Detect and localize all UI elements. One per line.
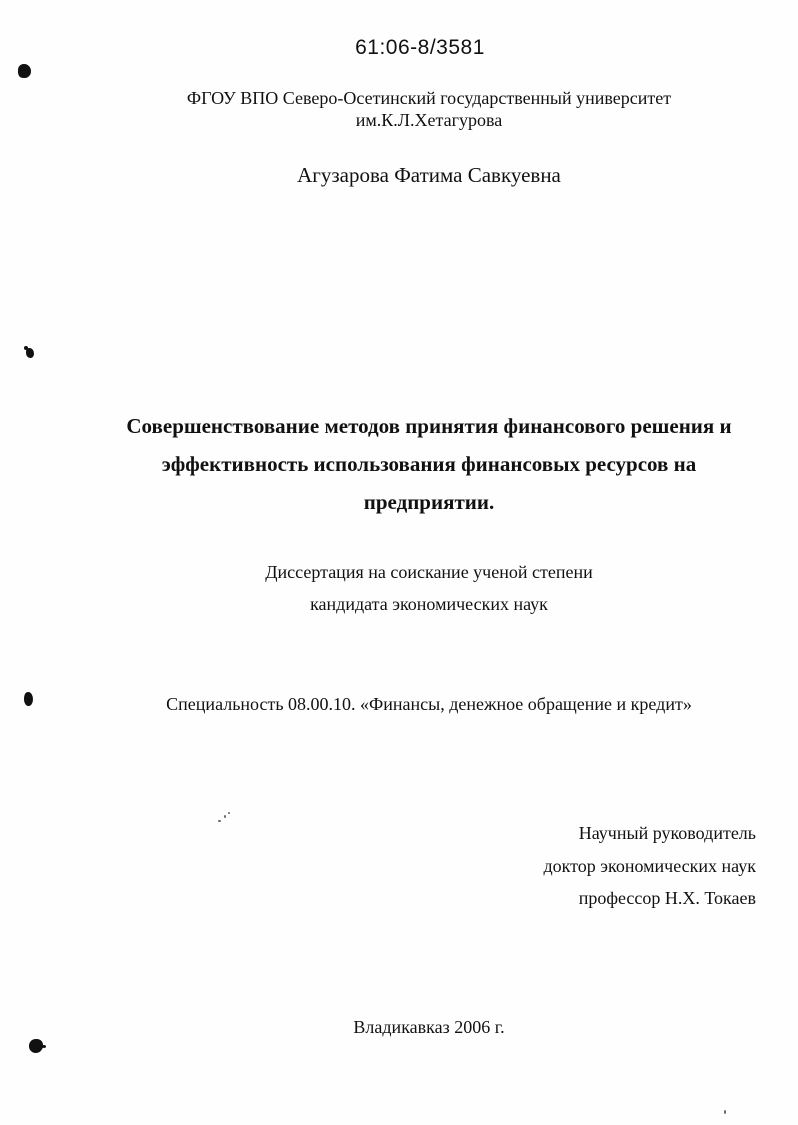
scan-speck bbox=[224, 815, 226, 818]
supervisor-line-3: профессор Н.Х. Токаев bbox=[578, 888, 756, 908]
institution-line-1: ФГОУ ВПО Северо-Осетинский государственный университет bbox=[186, 88, 672, 108]
thesis-title-line-1: Совершенствование методов принятия финансового решения и bbox=[126, 414, 732, 438]
scan-speck bbox=[218, 820, 221, 822]
scan-speck bbox=[724, 1110, 726, 1114]
scan-mark bbox=[42, 1045, 46, 1048]
supervisor-line-2: доктор экономических наук bbox=[543, 856, 756, 876]
catalog-code: 61:06-8/3581 bbox=[355, 36, 485, 59]
scan-mark bbox=[24, 346, 28, 350]
supervisor-line-1: Научный руководитель bbox=[578, 823, 756, 843]
specialty: Специальность 08.00.10. «Финансы, денежное обращение и кредит» bbox=[166, 694, 692, 714]
scan-mark bbox=[29, 1039, 43, 1053]
thesis-title-line-3: предприятии. bbox=[363, 490, 495, 514]
author-name: Агузарова Фатима Савкуевна bbox=[297, 163, 561, 187]
degree-line-2: кандидата экономических наук bbox=[310, 594, 548, 614]
place-and-year: Владикавказ 2006 г. bbox=[353, 1017, 505, 1037]
scan-mark bbox=[24, 692, 33, 706]
thesis-title-line-2: эффективность использования финансовых ресурсов на bbox=[161, 452, 697, 476]
scan-speck bbox=[228, 812, 230, 814]
institution-line-2: им.К.Л.Хетагурова bbox=[355, 110, 503, 130]
scan-mark bbox=[18, 64, 31, 78]
degree-line-1: Диссертация на соискание ученой степени bbox=[265, 562, 593, 582]
